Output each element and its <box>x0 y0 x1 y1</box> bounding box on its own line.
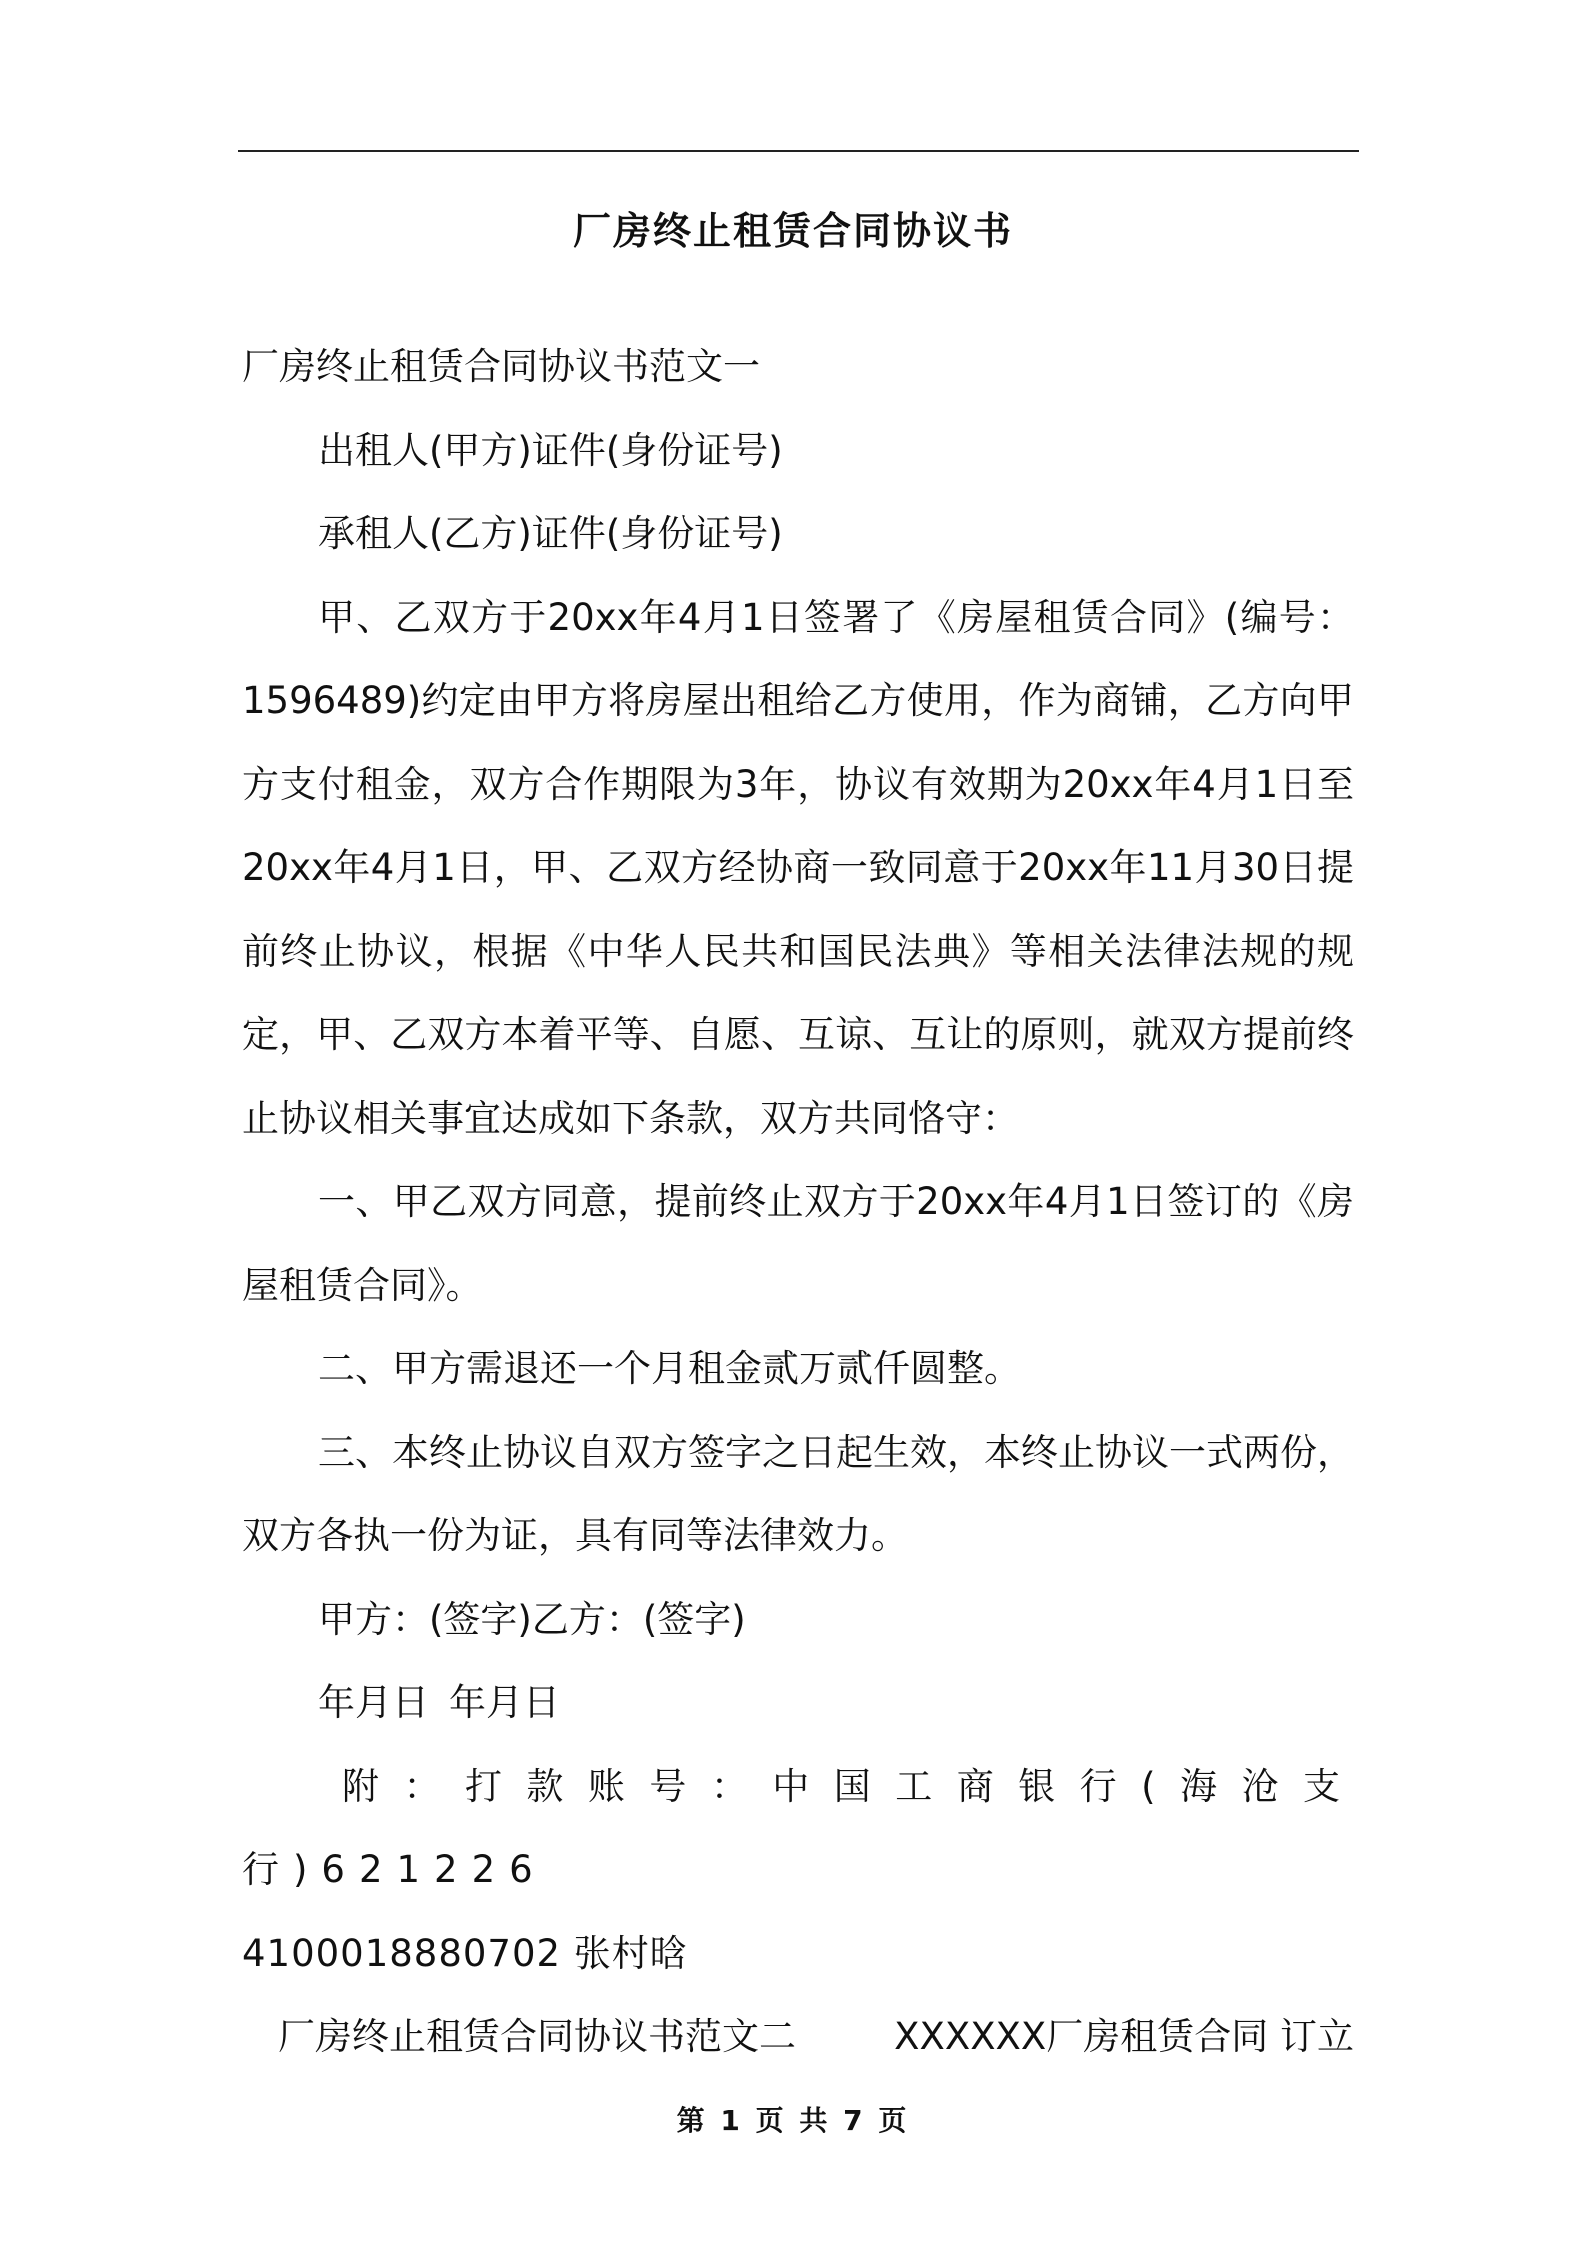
clause-1: 一、甲乙双方同意，提前终止双方于20xx年4月1日签订的《房屋租赁合同》。 <box>242 1180 1354 1307</box>
date-party-b: 年月日 <box>449 1681 560 1724</box>
document-title: 厂房终止租赁合同协议书 <box>572 209 1013 253</box>
date-line <box>242 1661 1354 1745</box>
intro-paragraph: 甲、乙双方于20xx年4月1日签署了《房屋租赁合同》(编号：1596489)约定由甲方将房屋出租给乙方使用，作为商铺，乙方向甲方支付租金，双方合作期限为3年，协议有效期为20xx年4月1日至20xx年4月1日，甲、乙双方经协商一致同意于20xx年11月30日提前终止协议，根据《中华人民共和国民法典》等相关法律法规的规定，甲、乙双方本着平等、自愿、互谅、互让的原则，就双方提前终止协议相关事宜达成如下条款，双方共同恪守： <box>242 595 1354 1140</box>
attachment-line-2: 4100018880702 张村晗 <box>242 1931 688 1975</box>
sample2-text: XXXXXX厂房租赁合同 订立 <box>894 2015 1354 2058</box>
clause-2: 二、甲方需退还一个月租金贰万贰仟圆整。 <box>318 1347 1021 1390</box>
date-party-a: 年月日 <box>318 1681 429 1724</box>
document-body <box>242 325 1354 2079</box>
section-heading: 厂房终止租赁合同协议书范文一 <box>242 345 760 388</box>
sample2-heading: 厂房终止租赁合同协议书范文二 <box>278 2015 796 2058</box>
signature-line: 甲方：(签字)乙方：(签字) <box>318 1597 746 1641</box>
page-indicator: 第 1 页 共 7 页 <box>676 2104 910 2137</box>
sample2-line <box>242 1995 1354 2079</box>
header-rule <box>238 150 1359 152</box>
lessee-line: 承租人(乙方)证件(身份证号) <box>318 512 783 555</box>
attachment-line-1: 附：打款账号：中国工商银行(海沧支行)621226 <box>242 1764 1354 1891</box>
lessor-line: 出租人(甲方)证件(身份证号) <box>318 428 783 472</box>
clause-3: 三、本终止协议自双方签字之日起生效，本终止协议一式两份，双方各执一份为证，具有同等法律效力。 <box>242 1430 1354 1557</box>
